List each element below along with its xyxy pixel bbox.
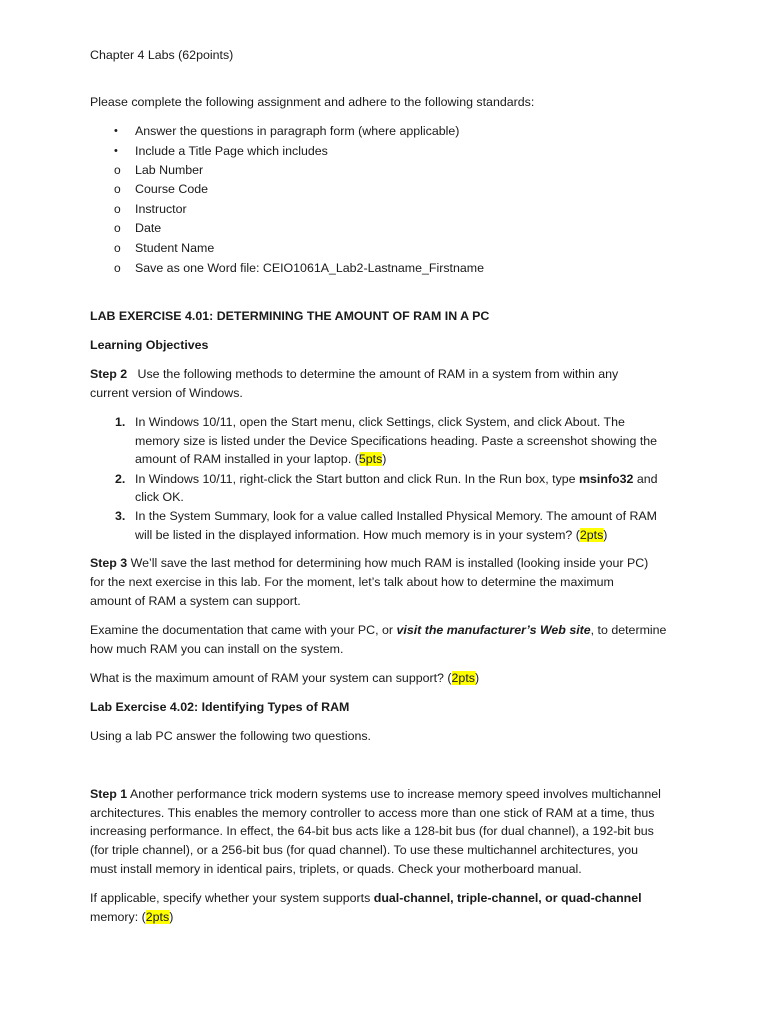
question-text: What is the maximum amount of RAM your system can support? ( [90, 671, 452, 685]
step1-text: Another performance trick modern systems use to increase memory speed involves multichannel [127, 787, 661, 801]
list-item-text: In the System Summary, look for a value called Installed Physical Memory. The amount of RAM [135, 509, 657, 523]
sub-item: Save as one Word file: CEIO1061A_Lab2-Lastname_Firstname [135, 261, 484, 275]
list-item-text-part: amount of RAM installed in your laptop. ( [135, 452, 359, 466]
sub-marker: o [114, 261, 121, 275]
list-item-text [135, 450, 386, 468]
list-item-text [135, 470, 658, 488]
lab1-heading: LAB EXERCISE 4.01: DETERMINING THE AMOUNT OF RAM IN A PC [90, 309, 490, 323]
step3-text: for the next exercise in this lab. For the moment, let’s talk about how to determine the maximum [90, 575, 614, 589]
document-title: Chapter 4 Labs (62points) [90, 48, 234, 62]
bullet-marker: • [114, 125, 118, 137]
applicable-paragraph [90, 908, 173, 926]
lab2-intro: Using a lab PC answer the following two questions. [90, 729, 372, 743]
list-item-text-part: ) [382, 452, 387, 466]
msinfo32-command: msinfo32 [579, 472, 634, 486]
bullet-item: Include a Title Page which includes [135, 144, 328, 158]
bullet-marker: • [114, 145, 118, 157]
list-item-text: memory size is listed under the Device Specifications heading. Paste a screenshot showing the [135, 434, 658, 448]
list-item-text: In Windows 10/11, open the Start menu, click Settings, click System, and click About. The [135, 415, 625, 429]
list-number: 2. [115, 472, 126, 486]
points-highlight: 5pts [358, 452, 383, 466]
sub-marker: o [114, 163, 121, 177]
channel-options: dual-channel, triple-channel, or quad-channel [373, 891, 642, 905]
sub-item: Date [135, 221, 162, 235]
list-number: 3. [115, 509, 126, 523]
applicable-text: ) [169, 910, 174, 924]
lab2-heading: Lab Exercise 4.02: Identifying Types of RAM [90, 700, 350, 714]
sub-marker: o [114, 221, 121, 235]
sub-item: Student Name [135, 241, 215, 255]
step3-line [90, 554, 648, 572]
step1-text: architectures. This enables the memory controller to access more than one stick of RAM at a time, thus [90, 806, 655, 820]
step1-line [90, 785, 661, 803]
list-item-text-part: and [633, 472, 658, 486]
sub-item: Lab Number [135, 163, 204, 177]
step3-text: We’ll save the last method for determining how much RAM is installed (looking inside your PC) [127, 556, 649, 570]
points-highlight: 2pts [451, 671, 475, 685]
learning-objectives-heading: Learning Objectives [90, 338, 209, 352]
points-highlight: 2pts [579, 528, 604, 542]
step3-text: amount of RAM a system can support. [90, 594, 301, 608]
sub-marker: o [114, 241, 121, 255]
list-item-text [135, 526, 607, 544]
sub-item: Instructor [135, 202, 187, 216]
list-item-text: click OK. [135, 490, 184, 504]
step2-label: Step 2 [90, 367, 128, 381]
step1-text: increasing performance. In effect, the 64-bit bus acts like a 128-bit bus (for dual channel), a 192-bit bus [90, 824, 654, 838]
list-item-text-part: In Windows 10/11, right-click the Start button and click Run. In the Run box, type [135, 472, 579, 486]
applicable-text: If applicable, specify whether your system supports [90, 891, 374, 905]
manufacturer-site-emphasis: visit the manufacturer’s Web site [396, 623, 591, 637]
sub-item: Course Code [135, 182, 209, 196]
examine-text: , to determine [590, 623, 667, 637]
max-ram-question [90, 669, 479, 687]
examine-text: how much RAM you can install on the system. [90, 642, 344, 656]
points-highlight: 2pts [145, 910, 170, 924]
sub-marker: o [114, 182, 121, 196]
step3-label: Step 3 [90, 556, 128, 570]
step1-label: Step 1 [90, 787, 128, 801]
bullet-item: Answer the questions in paragraph form (where applicable) [135, 124, 460, 138]
sub-marker: o [114, 202, 121, 216]
step1-text: must install memory in identical pairs, triplets, or quads. Check your motherboard manual. [90, 862, 582, 876]
applicable-paragraph [90, 889, 642, 907]
intro-text: Please complete the following assignment and adhere to the following standards: [90, 95, 535, 109]
list-item-text-part: will be listed in the displayed information. How much memory is in your system? ( [135, 528, 580, 542]
step2-line [90, 365, 618, 383]
question-text: ) [474, 671, 480, 685]
step1-text: (for triple channel), or a 256-bit bus (for quad channel). To use these multichannel architectures, you [90, 843, 639, 857]
applicable-text: memory: ( [90, 910, 146, 924]
step2-text: Use the following methods to determine the amount of RAM in a system from within any [137, 367, 619, 381]
list-number: 1. [115, 415, 126, 429]
examine-text: Examine the documentation that came with your PC, or [90, 623, 397, 637]
examine-paragraph [90, 621, 666, 639]
list-item-text-part: ) [603, 528, 608, 542]
step2-text: current version of Windows. [90, 386, 243, 400]
